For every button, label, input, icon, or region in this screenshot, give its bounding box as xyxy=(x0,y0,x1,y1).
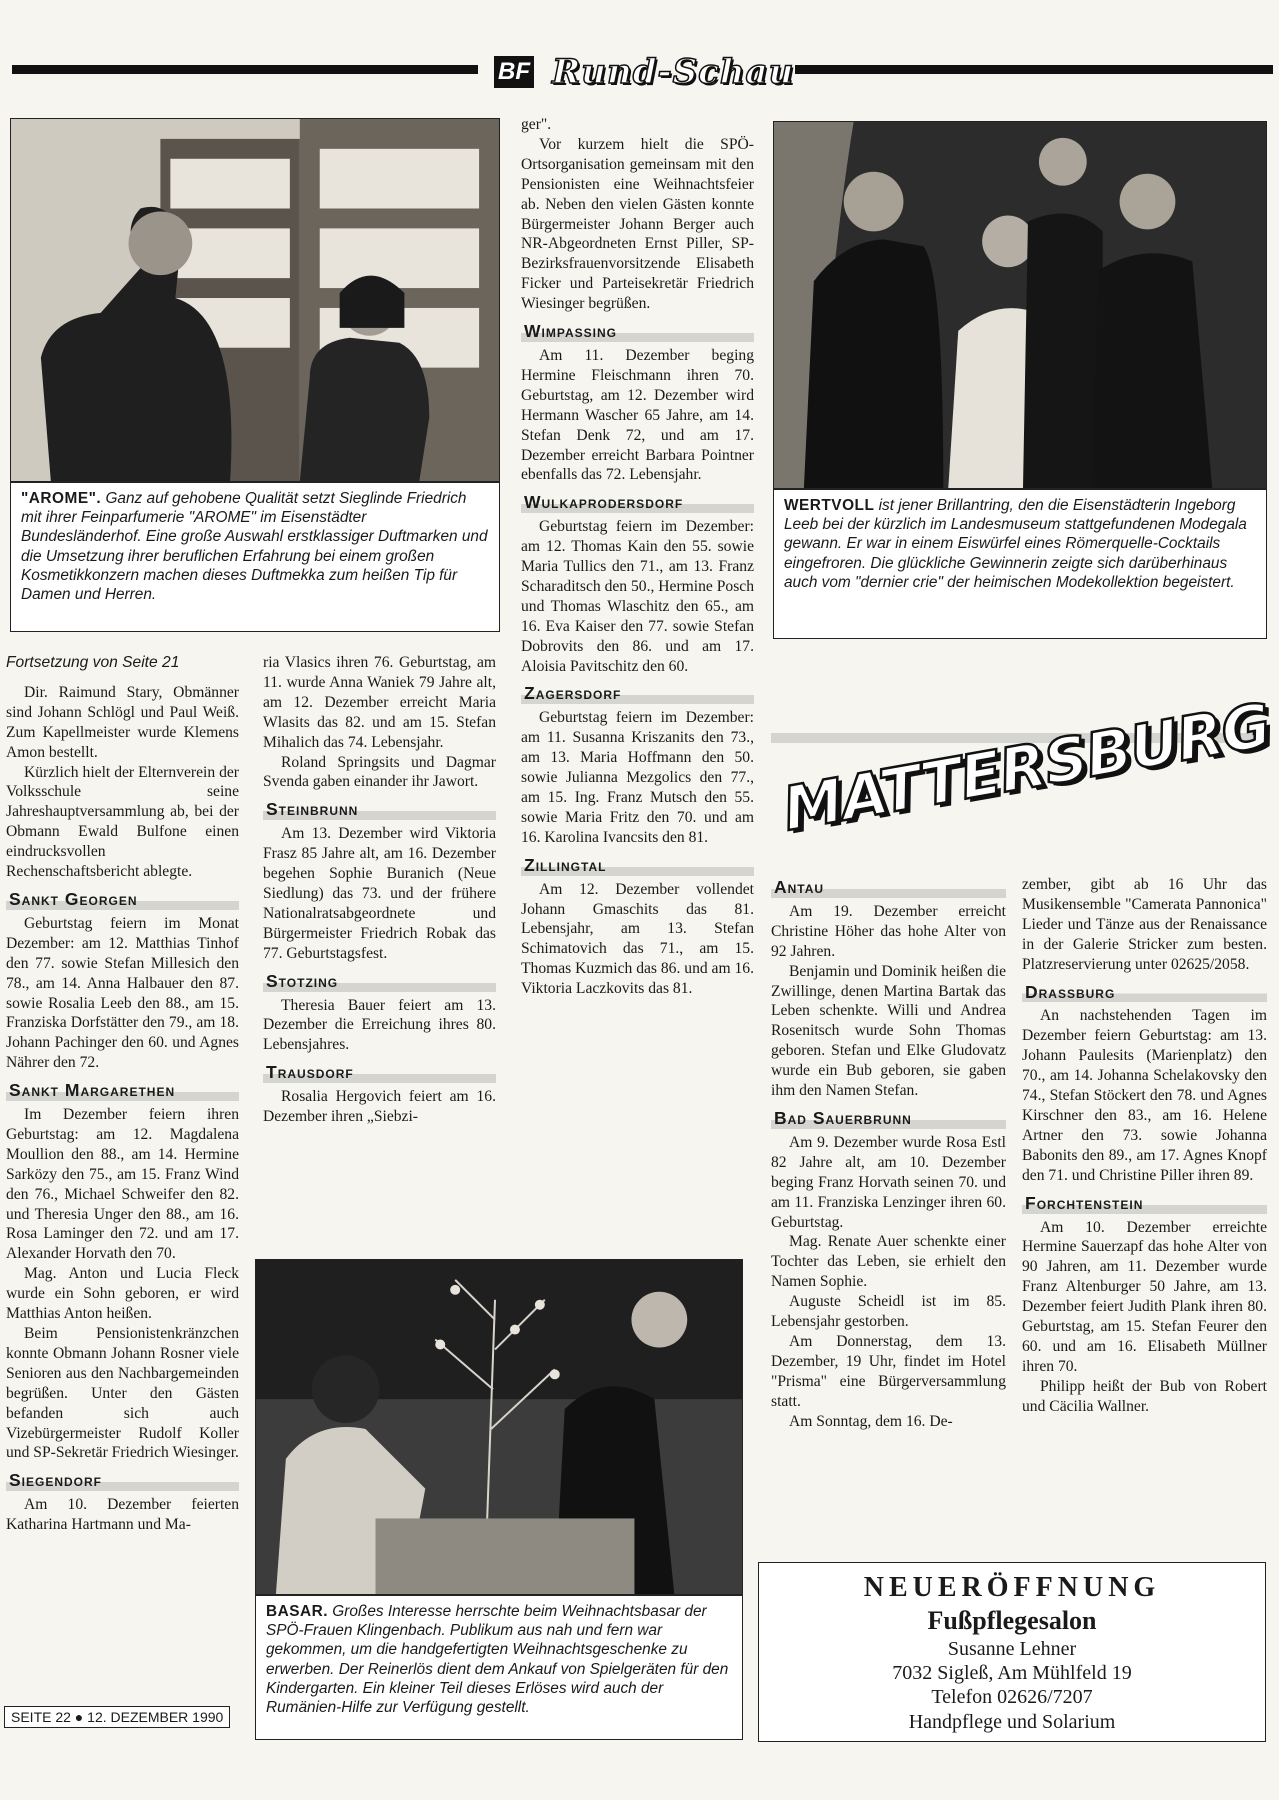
para-forchtenstein-2: Philipp heißt der Bub von Robert und Cäcilia Wallner. xyxy=(1022,1377,1267,1415)
para-antau-2: Benjamin und Dominik heißen die Zwillinge, denen Martina Bartak das Leben schenkte. Willi und Andrea Rosenitsch wurde Sohn Thomas geboren. Stefan und Elke Gludovatz wurde ein Bub geboren, sie gaben ihm den Namen Stefan. xyxy=(771,962,1006,1100)
heading-siegendorf: Siegendorf xyxy=(6,1471,239,1491)
mattersburg-banner: MATTERSBURG xyxy=(777,690,1276,845)
para-bad-sauerbrunn-1: Am 9. Dezember wurde Rosa Estl 82 Jahre alt, am 10. Dezember beging Franz Horvath seinen 70. und am 11. Franziska Lenzinger ihren 60. Geburtstag. xyxy=(771,1133,1006,1231)
heading-forchtenstein: Forchtenstein xyxy=(1022,1194,1267,1214)
para-col1-1: Dir. Raimund Stary, Obmänner sind Johann Schlögl und Paul Weiß. Zum Kapellmeister wurde Klemens Amon bestellt. xyxy=(6,683,239,761)
heading-sankt-margarethen: Sankt Margarethen xyxy=(6,1081,239,1101)
para-mid-1: ger". xyxy=(521,116,552,133)
column-2 xyxy=(263,653,496,1127)
para-col2-1: ria Vlasics ihren 76. Geburtstag, am 11. wurde Anna Waniek 79 Jahre alt, am 12. Dezember erreicht Maria Wlasits das 82. und am 15. Stefan Mihalich das 74. Lebensjahr. xyxy=(263,654,496,751)
para-bad-sauerbrunn-2: Mag. Renate Auer schenkte einer Tochter das Leben, sie erhielt den Namen Sophie. xyxy=(771,1233,1006,1291)
heading-wimpassing: Wimpassing xyxy=(521,322,754,342)
heading-bad-sauerbrunn: Bad Sauerbrunn xyxy=(771,1109,1006,1129)
para-col4-1: zember, gibt ab 16 Uhr das Musikensemble "Camerata Pannonica" Lieder und Tänze aus der Renaissance in der Galerie Stricker zum besten. Platzreservierung unter 02625/2058. xyxy=(1022,876,1267,973)
para-trausdorf: Rosalia Hergovich feiert am 16. Dezember ihren „Siebzi- xyxy=(263,1088,496,1126)
para-wulkaprodersdorf: Geburtstag feiern im Dezember: am 12. Thomas Kain den 55. sowie Maria Tullics den 71., am 13. Franz Scharaditsch den 50., Hermine Posch und Thomas Wlaschitz den 65., am 16. Eva Kaiser den 77. sowie Stefan Dobrovits den 86. und am 17. Aloisia Pavitschitz den 60. xyxy=(521,518,754,675)
para-steinbrunn: Am 13. Dezember wird Viktoria Frasz 85 Jahre alt, am 16. Dezember begehen Sophie Buranich (Neue Siedlung) das 73. und der frühere Nationalratsabgeordnete und Bürgermeister Friedrich Robak das 77. Geburtstagsfest. xyxy=(263,825,496,962)
para-antau-1: Am 19. Dezember erreicht Christine Höher das hohe Alter von 92 Jahren. xyxy=(771,902,1006,960)
ad-services: Handpflege und Solarium xyxy=(908,1711,1116,1733)
photo-arome xyxy=(10,118,500,482)
photo-basar xyxy=(255,1259,743,1595)
masthead-rule-left xyxy=(12,65,478,74)
caption-arome-text: Ganz auf gehobene Qualität setzt Sieglinde Friedrich mit ihrer Feinparfumerie "AROME" im Eisenstädter Bundesländerhof. Eine große Auswahl erstklassiger Duftmarken und die Umsetzung ihrer beruflichen Erfahrung bei einem großen Kosmetikkonzern machen dieses Duftmekka zum heißen Tip für Damen und Herren. xyxy=(21,490,488,604)
heading-antau: Antau xyxy=(771,878,1006,898)
caption-wertvoll-text: ist jener Brillantring, den die Eisenstädterin Ingeborg Leeb bei der kürzlich im Landesmuseum stattgefundenen Modegala gewann. Er war in einem Eiswürfel eines Römerquelle-Cocktails eingefroren. Die glückliche Gewinnerin zeigte sich darüberhinaus auch vom "dernier crie" der heimischen Modekollektion begeistert. xyxy=(784,497,1247,591)
advertisement-fusspflegesalon xyxy=(758,1562,1266,1742)
ad-address: 7032 Sigleß, Am Mühlfeld 19 xyxy=(892,1662,1132,1684)
column-1 xyxy=(6,653,239,1535)
continuation-note: Fortsetzung von Seite 21 xyxy=(6,654,180,671)
para-sankt-georgen: Geburtstag feiern im Monat Dezember: am 12. Matthias Tinhof den 77. sowie Stefan Millesich den 78., am 14. Anna Halbauer den 87. sowie Rosalia Leeb den 88., am 15. Franziska Dorfstätter den 79., am 18. Johann Pachinger den 60. und Agnes Nährer den 72. xyxy=(6,914,239,1072)
photo-wertvoll xyxy=(773,121,1267,489)
masthead-section-title: Rund-Schau xyxy=(552,52,795,92)
ad-title: NEUERÖFFNUNG xyxy=(863,1572,1161,1603)
para-bad-sauerbrunn-3: Auguste Scheidl ist im 85. Lebensjahr gestorben. xyxy=(771,1293,1006,1331)
column-3 xyxy=(771,878,1006,1431)
para-mid-2: Vor kurzem hielt die SPÖ-Ortsorganisation gemeinsam mit den Pensionisten eine Weihnachtsfeier ab. Neben den vielen Gästen konnte Bürgermeister Johann Berger auch NR-Abgeordneten Ernst Piller, SP-Bezirksfrauenvorsitzende Elisabeth Ficker und Parteisekretär Friedrich Wiesinger begrüßen. xyxy=(521,135,754,313)
para-zillingtal: Am 12. Dezember vollendet Johann Gmaschits das 81. Lebensjahr, am 13. Stefan Schimatovich das 71., am 15. Thomas Kuzmich das 86. und am 16. Viktoria Laczkovits das 81. xyxy=(521,880,755,998)
column-middle-top xyxy=(521,115,754,999)
para-sankt-margarethen-2: Mag. Anton und Lucia Fleck wurde ein Sohn geboren, er wird Matthias Anton heißen. xyxy=(6,1265,239,1323)
para-zagersdorf: Geburtstag feiern im Dezember: am 11. Susanna Kriszanits den 73., am 13. Maria Hoffmann den 50. sowie Julianna Mezgolics den 77., am 15. Ing. Franz Mutsch den 55. sowie Maria Fritz den 70. und am 16. Karolina Ivancsits den 81. xyxy=(521,709,754,846)
masthead-rule-right xyxy=(795,65,1273,74)
heading-drassburg: Drassburg xyxy=(1022,983,1267,1003)
para-forchtenstein-1: Am 10. Dezember erreichte Hermine Sauerzapf das hohe Alter von 90 Jahren, am 11. Dezember wurde Franz Altenburger 50 Jahre, am 13. Dezember feiert Judith Plank ihren 80. Geburtstag, am 15. Stefan Feurer den 60. und am 16. Elisabeth Müllner ihren 70. xyxy=(1022,1218,1267,1375)
ad-name: Susanne Lehner xyxy=(947,1638,1077,1660)
caption-wertvoll xyxy=(773,489,1267,639)
para-sankt-margarethen-1: Im Dezember feiern ihren Geburtstag: am 12. Magdalena Moullion den 88., am 14. Hermine Sarközy den 75., am 15. Franz Wind den 76., Michael Schweifer den 82. und Theresia Unger den 88., am 16. Rosa Laminger den 72. und am 17. Alexander Horvath den 70. xyxy=(6,1106,239,1263)
caption-arome-title: "AROME". xyxy=(21,490,102,507)
para-wimpassing: Am 11. Dezember beging Hermine Fleischmann ihren 70. Geburtstag, am 12. Dezember wird Hermann Wascher 65 Jahre, am 14. Stefan Denk 72, und am 17. Dezember erreicht Barbara Pointner ebenfalls das 72. Lebensjahr. xyxy=(521,346,754,484)
caption-basar xyxy=(255,1595,743,1740)
masthead-logo: BF xyxy=(494,56,534,88)
para-sankt-margarethen-3: Beim Pensionistenkränzchen konnte Obmann Johann Rosner viele Senioren aus den Nachbargemeinden begrüßen. Unter den Gästen befanden sich auch Vizebürgermeister Rudolf Koller und SP-Sekretär Friedrich Wiesinger. xyxy=(6,1325,239,1462)
heading-stotzing: Stotzing xyxy=(263,972,496,992)
para-stotzing: Theresia Bauer feiert am 13. Dezember die Erreichung ihres 80. Lebensjahres. xyxy=(263,996,496,1054)
para-drassburg: An nachstehenden Tagen im Dezember feiern Geburtstag: am 13. Johann Paulesits (Marienplatz) den 70., am 14. Johanna Schelakovsky den 74., Stefan Stöckert den 78. und Agnes Kirschner den 83., am 16. Helene Artner den 73. sowie Johanna Babonits den 89., am 17. Agnes Knopf den 71. und Christine Piller ihren 89. xyxy=(1022,1007,1267,1184)
para-col2-2: Roland Springsits und Dagmar Svenda gaben einander ihr Jawort. xyxy=(263,753,496,791)
para-bad-sauerbrunn-4: Am Donnerstag, dem 13. Dezember, 19 Uhr, findet im Hotel "Prisma" eine Bürgerversammlung statt. xyxy=(771,1332,1006,1410)
caption-arome xyxy=(10,482,500,632)
para-bad-sauerbrunn-5: Am Sonntag, dem 16. De- xyxy=(789,1412,953,1430)
heading-steinbrunn: Steinbrunn xyxy=(263,800,496,820)
para-siegendorf: Am 10. Dezember feierten Katharina Hartmann und Ma- xyxy=(6,1496,239,1534)
ad-subtitle: Fußpflegesalon xyxy=(927,1606,1097,1635)
column-4 xyxy=(1022,875,1267,1417)
heading-sankt-georgen: Sankt Georgen xyxy=(6,890,239,910)
heading-trausdorf: Trausdorf xyxy=(263,1063,496,1083)
heading-wulkaprodersdorf: Wulkaprodersdorf xyxy=(521,493,754,513)
heading-zillingtal: Zillingtal xyxy=(521,856,754,876)
caption-wertvoll-title: WERTVOLL xyxy=(784,497,875,514)
caption-basar-text: Großes Interesse herrschte beim Weihnachtsbasar der SPÖ-Frauen Klingenbach. Publikum aus nah und fern war gekommen, um die handgefertigten Weihnachtsgeschenke zu erwerben. Der Reinerlös dient dem Ankauf von Spielgeräten für den Kindergarten. Ein kleiner Teil dieses Erlöses wird auch der Rumänien-Hilfe zur Verfügung gestellt. xyxy=(266,1603,729,1717)
heading-zagersdorf: Zagersdorf xyxy=(521,684,754,704)
ad-phone: Telefon 02626/7207 xyxy=(931,1686,1093,1708)
page-footer: SEITE 22 ● 12. DEZEMBER 1990 xyxy=(4,1706,230,1728)
para-col1-2: Kürzlich hielt der Elternverein der Volksschule seine Jahreshauptversammlung ab, bei der Obmann Ewald Bulfone einen eindrucksvollen Rechenschaftsbericht ablegte. xyxy=(6,763,239,881)
caption-basar-title: BASAR. xyxy=(266,1603,328,1620)
